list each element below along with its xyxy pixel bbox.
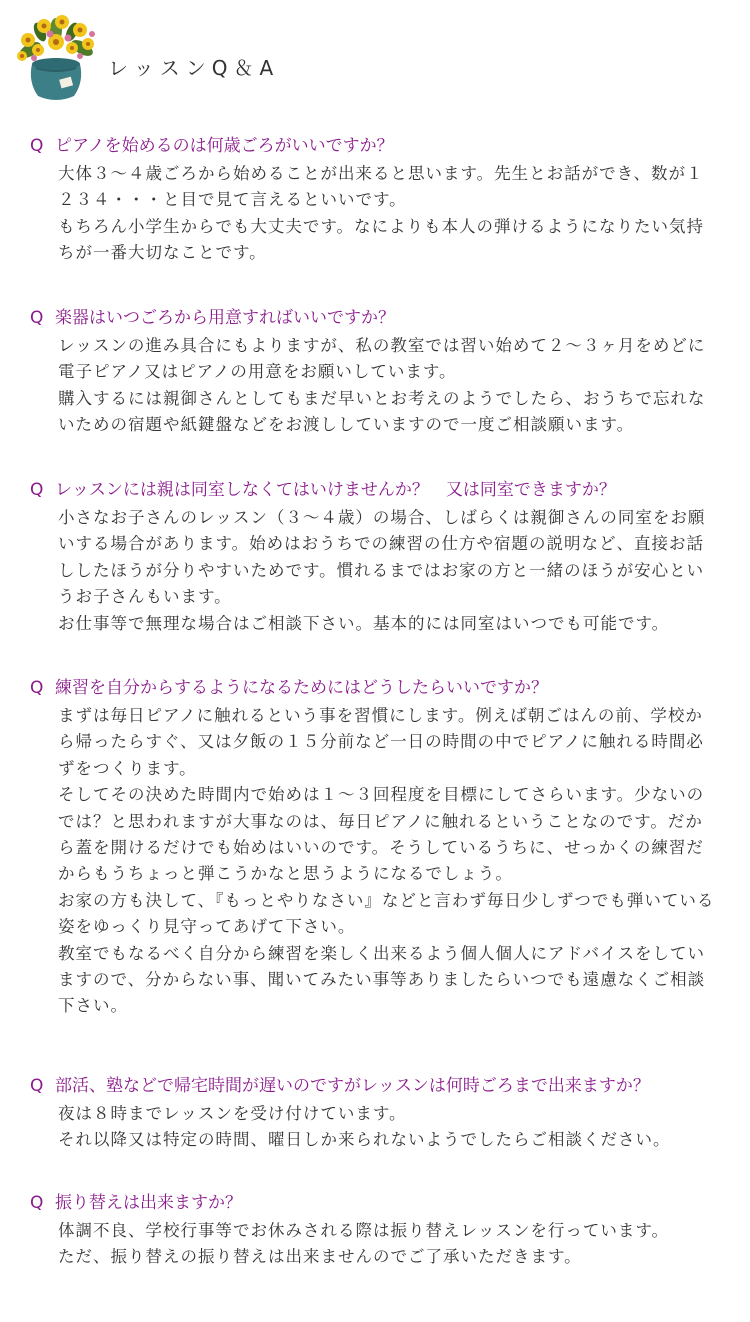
faq-question — [0, 1071, 750, 1101]
question-text: ピアノを始めるのは何歳ごろがいいですか？ — [55, 136, 394, 156]
q-mark: Q — [30, 308, 44, 328]
flower-bouquet-icon — [10, 12, 102, 104]
q-mark: Q — [30, 480, 44, 500]
answer-paragraph: まずは毎日ピアノに触れるという事を習慣にします。例えば朝ごはんの前、学校から帰ったらすぐ、又は夕飯の１５分前など一日の時間の中でピアノに触れる時間必ずをつくります。 — [58, 706, 704, 778]
faq-item — [0, 131, 750, 267]
answer-paragraph: それ以降又は特定の時間、曜日しか来られないようでしたらご相談ください。 — [58, 1130, 671, 1150]
faq-answer — [0, 161, 718, 267]
faq-answer — [0, 505, 718, 637]
answer-paragraph: そしてその決めた時間内で始めは１～３回程度を目標にしてさらいます。少ないのでは？と思われますが大事なのは、毎日ピアノに触れるということなのです。だから蓋を開けるだけでも始めはいいのです。そうしているうちに、せっかくの練習だからもうちょっと弾こうかなと思うようになるでしょう。 — [58, 785, 705, 884]
faq-answer — [0, 1101, 718, 1154]
faq-item — [0, 1188, 750, 1271]
faq-question — [0, 1188, 750, 1218]
faq-answer — [0, 703, 718, 1020]
answer-paragraph: お家の方も決して、『もっとやりなさい』などと言わず毎日少しずつでも弾いている姿をゆっくり見守ってあげて下さい。 — [58, 890, 715, 937]
q-mark: Q — [30, 1076, 44, 1096]
faq-question — [0, 475, 750, 505]
answer-paragraph: 体調不良、学校行事等でお休みされる際は振り替えレッスンを行っています。 — [58, 1221, 670, 1240]
faq-answer — [0, 333, 718, 439]
faq-item — [0, 475, 750, 637]
faq-item — [0, 673, 750, 1020]
faq-question — [0, 303, 750, 333]
question-text: 練習を自分からするようになるためにはどうしたらいいですか？ — [55, 678, 548, 698]
question-text: 楽器はいつごろから用意すればいいですか？ — [55, 308, 395, 328]
question-text: レッスンには親は同室しなくてはいけませんか？ 又は同室できますか？ — [55, 480, 616, 500]
q-mark: Q — [30, 678, 44, 698]
question-text: 部活、塾などで帰宅時間が遅いのですがレッスンは何時ごろまで出来ますか？ — [55, 1076, 650, 1096]
answer-paragraph: 購入するには親御さんとしてもまだ早いとお考えのようでしたら、おうちで忘れないための宿題や紙鍵盤などをお渡ししていますので一度ご相談願います。 — [58, 388, 706, 435]
faq-question — [0, 131, 750, 161]
answer-paragraph: ただ、振り替えの振り替えは出来ませんのでご了承いただきます。 — [58, 1247, 582, 1267]
faq-item — [0, 303, 750, 439]
answer-paragraph: 教室でもなるべく自分から練習を楽しく出来るよう個人個人にアドバイスをしていますので、分からない事、聞いてみたい事等ありましたらいつでも遠慮なくご相談下さい。 — [58, 943, 706, 1016]
faq-question — [0, 673, 750, 703]
answer-paragraph: 大体３～４歳ごろから始めることが出来ると思います。先生とお話ができ、数が１２３４・・・と目で見て言えるといいです。 — [58, 164, 704, 210]
answer-paragraph: レッスンの進み具合にもよりますが、私の教室では習い始めて２～３ヶ月をめどに電子ピアノ又はピアノの用意をお願いしています。 — [58, 336, 706, 382]
question-text: 振り替えは出来ますか？ — [55, 1193, 242, 1213]
faq-answer — [0, 1218, 718, 1271]
faq-item — [0, 1071, 750, 1154]
answer-paragraph: お仕事等で無理な場合はご相談下さい。基本的には同室はいつでも可能です。 — [58, 613, 670, 633]
answer-paragraph: 小さなお子さんのレッスン（３～４歳）の場合、しばらくは親御さんの同室をお願いする場合があります。始めはおうちでの練習の仕方や宿題の説明など、直接お話ししたほうが分りやすいためです。慣れるまではお家の方と一緒のほうが安心というお子さんもいます。 — [58, 508, 706, 607]
answer-paragraph: 夜は８時までレッスンを受け付けています。 — [58, 1104, 407, 1123]
q-mark: Q — [30, 1193, 44, 1213]
page-title: レッスンQ＆A — [108, 56, 280, 80]
page-header — [0, 0, 750, 110]
q-mark: Q — [30, 136, 44, 156]
answer-paragraph: もちろん小学生からでも大丈夫です。なによりも本人の弾けるようになりたい気持ちが一番大切なことです。 — [58, 216, 705, 263]
